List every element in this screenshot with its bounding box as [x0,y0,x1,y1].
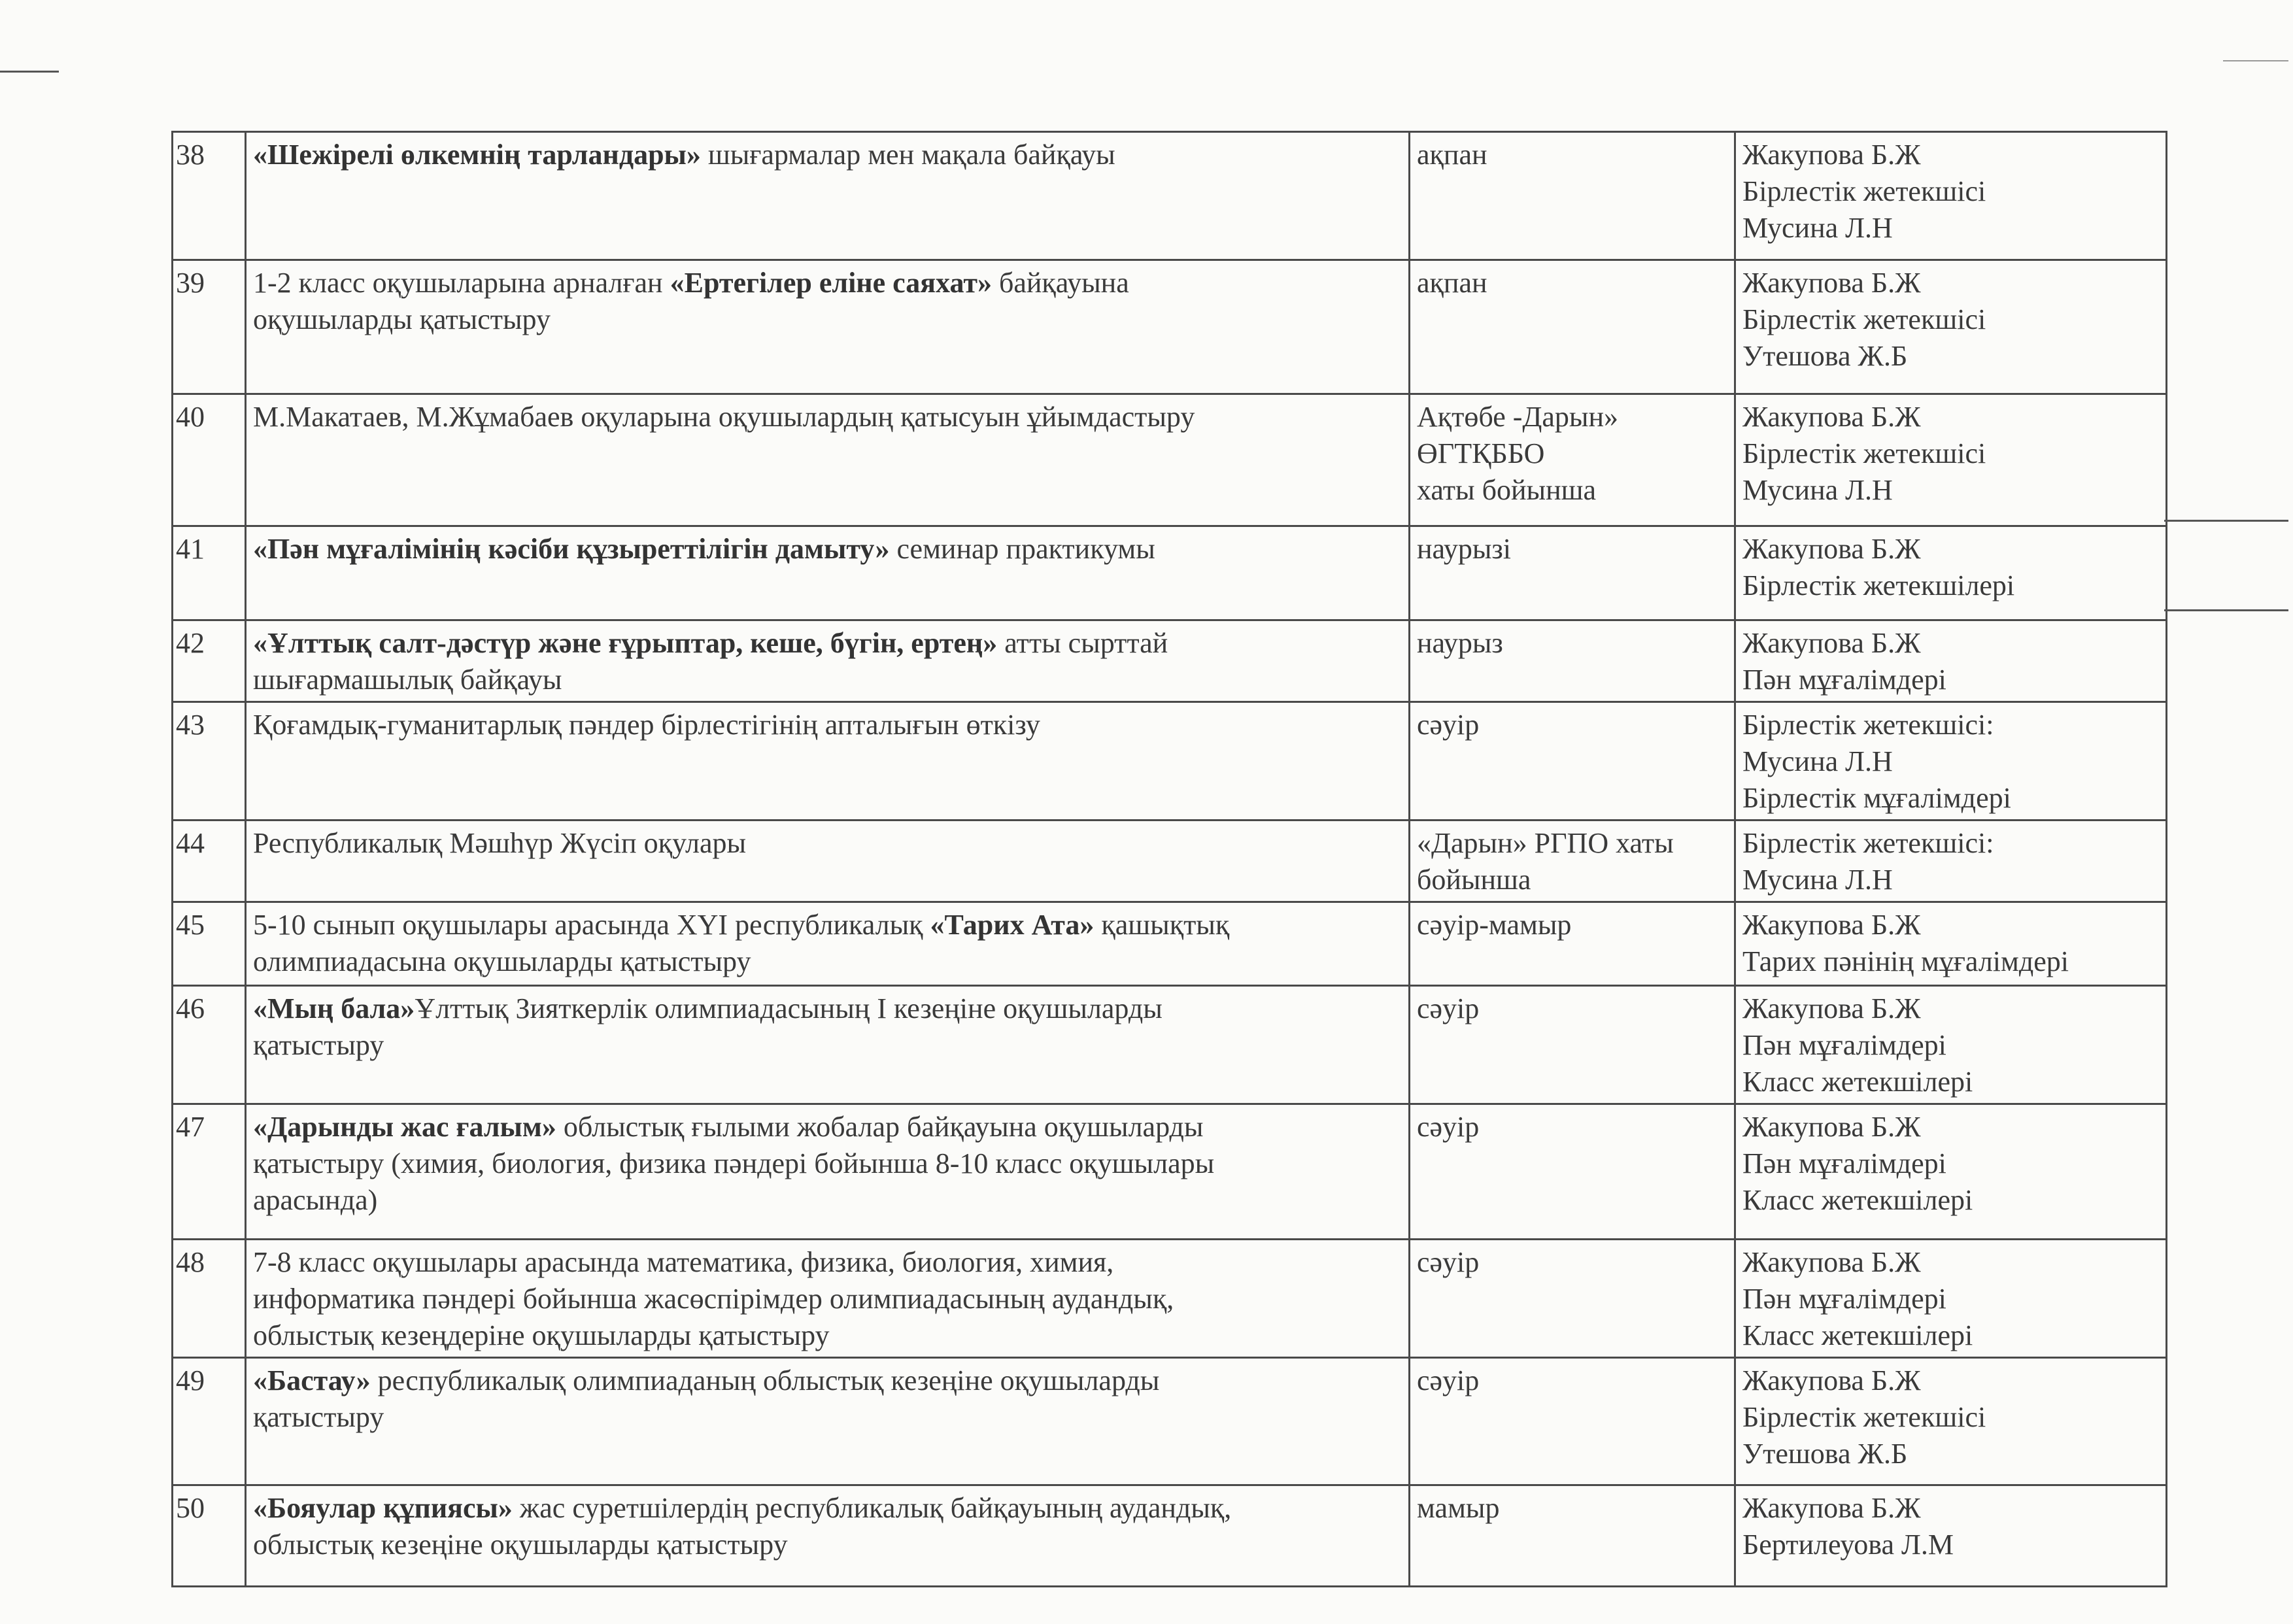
table-row [173,260,2167,394]
deadline-cell [1410,526,1735,620]
event-text-rest: қатыстыру [253,1401,384,1433]
table-row [173,902,2167,986]
event-cell [246,526,1410,620]
plan-table [171,131,2167,1587]
plan-table-body [173,132,2167,1587]
row-number: 38 [176,139,205,171]
event-cell [246,1104,1410,1240]
event-line [253,707,1402,743]
responsible-line: Жакупова Б.Ж [1742,909,1921,941]
responsible-line: Пән мұғалімдері [1742,1283,1946,1315]
deadline-line: ақпан [1417,267,1487,299]
event-text-bold: «Бастау» [253,1364,371,1396]
row-number-cell [173,1485,246,1587]
row-number: 43 [176,709,205,741]
responsible-line: Класс жетекшілері [1742,1066,1973,1098]
event-cell [246,260,1410,394]
responsible-line: Жакупова Б.Ж [1742,1246,1921,1278]
deadline-line: ӨГТҚББО [1417,437,1545,469]
event-text-rest: облыстық ғылыми жобалар байқауына оқушыларды [556,1111,1204,1143]
row-number: 40 [176,401,205,433]
event-text-rest: арасында) [253,1184,378,1216]
row-number: 42 [176,627,205,659]
deadline-line: сәуір [1417,709,1480,741]
row-number-cell [173,1358,246,1485]
responsible-line: Класс жетекшілері [1742,1184,1973,1216]
scan-mark [0,71,59,73]
deadline-line: ақпан [1417,139,1487,171]
responsible-cell [1735,394,2167,526]
responsible-line: Жакупова Б.Ж [1742,1492,1921,1524]
scan-mark [2164,609,2288,611]
event-line [253,399,1402,435]
row-number-cell [173,702,246,820]
responsible-cell [1735,902,2167,986]
responsible-cell [1735,820,2167,902]
row-number: 39 [176,267,205,299]
event-text-rest: Қоғамдық-гуманитарлық пәндер бірлестігінің апталығын өткізу [253,709,1040,741]
event-line [253,1027,1402,1064]
deadline-line: сәуір [1417,1111,1480,1143]
event-cell [246,1240,1410,1358]
event-text-pre: 1-2 класс оқушыларына арналған [253,267,670,299]
event-cell [246,620,1410,702]
event-text-rest: облыстық кезеңіне оқушыларды қатыстыру [253,1529,788,1561]
deadline-line: сәуір [1417,1246,1480,1278]
event-line [253,137,1402,173]
responsible-line: Пән мұғалімдері [1742,1029,1946,1061]
event-line [253,1317,1402,1354]
event-line [253,662,1402,698]
deadline-cell [1410,902,1735,986]
responsible-cell [1735,1485,2167,1587]
deadline-line: «Дарын» РГПО хаты [1417,827,1674,859]
deadline-line: сәуір-мамыр [1417,909,1572,941]
responsible-line: Пән мұғалімдері [1742,664,1946,696]
event-line [253,943,1402,980]
responsible-line: Мусина Л.Н [1742,474,1893,506]
scan-mark [2223,60,2288,61]
deadline-cell [1410,394,1735,526]
deadline-cell [1410,132,1735,260]
row-number: 46 [176,992,205,1024]
responsible-line: Бірлестік жетекшілері [1742,569,2015,601]
responsible-line: Бірлестік жетекшісі [1742,1401,1986,1433]
responsible-line: Бірлестік жетекшісі [1742,437,1986,469]
event-text-rest: қашықтық [1094,909,1230,941]
table-row [173,620,2167,702]
event-text-rest: қатыстыру [253,1029,384,1061]
event-line [253,531,1402,567]
event-line [253,1145,1402,1182]
responsible-line: Жакупова Б.Ж [1742,1364,1921,1396]
responsible-line: Утешова Ж.Б [1742,340,1908,372]
responsible-line: Бірлестік жетекшісі: [1742,827,1994,859]
event-text-bold: «Шежірелі өлкемнің тарландары» [253,139,701,171]
row-number: 50 [176,1492,205,1524]
table-row [173,526,2167,620]
responsible-cell [1735,1358,2167,1485]
responsible-line: Бірлестік жетекшісі [1742,303,1986,335]
deadline-cell [1410,1358,1735,1485]
event-text-rest: оқушыларды қатыстыру [253,303,551,335]
event-line [253,907,1402,943]
deadline-line: Ақтөбе -Дарын» [1417,401,1619,433]
event-cell [246,986,1410,1104]
scan-mark [2164,520,2288,522]
event-text-rest: Республикалық Мәшһүр Жүсіп оқулары [253,827,747,859]
event-line [253,1182,1402,1219]
event-text-rest: семинар практикумы [889,533,1155,565]
event-line [253,1527,1402,1563]
table-row [173,132,2167,260]
event-cell [246,702,1410,820]
deadline-cell [1410,820,1735,902]
responsible-line: Жакупова Б.Ж [1742,139,1921,171]
row-number-cell [173,260,246,394]
table-row [173,1240,2167,1358]
event-text-rest: Ұлттық Зияткерлік олимпиадасының І кезеңіне оқушыларды [415,992,1163,1024]
deadline-line: наурыз [1417,627,1503,659]
responsible-line: Жакупова Б.Ж [1742,401,1921,433]
row-number-cell [173,986,246,1104]
table-row [173,1485,2167,1587]
event-line [253,1109,1402,1145]
row-number-cell [173,394,246,526]
table-row [173,820,2167,902]
event-text-bold: «Мың бала» [253,992,415,1024]
responsible-line: Мусина Л.Н [1742,212,1893,244]
deadline-line: мамыр [1417,1492,1500,1524]
event-cell [246,1358,1410,1485]
event-line [253,301,1402,338]
deadline-line: сәуір [1417,992,1480,1024]
responsible-line: Утешова Ж.Б [1742,1438,1908,1470]
row-number-cell [173,132,246,260]
event-cell [246,902,1410,986]
event-text-rest: байқауына [991,267,1129,299]
event-text-rest: олимпиадасына оқушыларды қатыстыру [253,945,751,977]
deadline-cell [1410,1240,1735,1358]
event-line [253,990,1402,1027]
event-line [253,625,1402,662]
deadline-line: хаты бойынша [1417,474,1597,506]
event-text-rest: 7-8 класс оқушылары арасында математика, физика, биология, химия, [253,1246,1114,1278]
row-number: 48 [176,1246,205,1278]
deadline-line: наурызі [1417,533,1512,565]
event-line [253,1281,1402,1317]
event-text-rest: шығармалар мен мақала байқауы [700,139,1115,171]
responsible-line: Бірлестік жетекшісі: [1742,709,1994,741]
row-number: 45 [176,909,205,941]
event-text-rest: информатика пәндері бойынша жасөспірімдер олимпиадасының аудандық, [253,1283,1174,1315]
responsible-line: Бірлестік жетекшісі [1742,175,1986,207]
event-line [253,1362,1402,1399]
responsible-line: Мусина Л.Н [1742,864,1893,896]
event-line [253,265,1402,301]
event-text-rest: республикалық олимпиаданың облыстық кезеңіне оқушыларды [370,1364,1160,1396]
row-number-cell [173,526,246,620]
row-number: 44 [176,827,205,859]
responsible-line: Бірлестік мұғалімдері [1742,782,2011,814]
event-text-bold: «Дарынды жас ғалым» [253,1111,556,1143]
event-text-rest: М.Макатаев, М.Жұмабаев оқуларына оқушылардың қатысуын ұйымдастыру [253,401,1195,433]
responsible-line: Класс жетекшілері [1742,1319,1973,1351]
table-row [173,1104,2167,1240]
row-number: 49 [176,1364,205,1396]
responsible-line: Мусина Л.Н [1742,745,1893,777]
responsible-cell [1735,260,2167,394]
event-cell [246,132,1410,260]
event-cell [246,1485,1410,1587]
row-number: 47 [176,1111,205,1143]
responsible-line: Жакупова Б.Ж [1742,992,1921,1024]
responsible-line: Жакупова Б.Ж [1742,267,1921,299]
responsible-cell [1735,1240,2167,1358]
event-text-pre: 5-10 сынып оқушылары арасында XYI республикалық [253,909,930,941]
event-text-bold: «Пән мұғалімінің кәсіби құзыреттілігін дамыту» [253,533,890,565]
row-number-cell [173,820,246,902]
responsible-cell [1735,1104,2167,1240]
responsible-cell [1735,986,2167,1104]
event-text-bold: «Тарих Ата» [930,909,1095,941]
responsible-cell [1735,132,2167,260]
event-line [253,1244,1402,1281]
row-number-cell [173,620,246,702]
event-text-rest: жас суретшілердің республикалық байқауының аудандық, [512,1492,1232,1524]
event-line [253,1399,1402,1436]
deadline-cell [1410,620,1735,702]
deadline-line: бойынша [1417,864,1531,896]
responsible-line: Пән мұғалімдері [1742,1147,1946,1179]
deadline-cell [1410,1485,1735,1587]
table-row [173,702,2167,820]
responsible-line: Тарих пәнінің мұғалімдері [1742,945,2069,977]
responsible-cell [1735,702,2167,820]
deadline-line: сәуір [1417,1364,1480,1396]
event-text-rest: атты сырттай [997,627,1168,659]
responsible-line: Жакупова Б.Ж [1742,1111,1921,1143]
event-text-rest: облыстық кезеңдеріне оқушыларды қатыстыру [253,1319,830,1351]
event-cell [246,820,1410,902]
row-number-cell [173,902,246,986]
table-row [173,394,2167,526]
table-row [173,986,2167,1104]
event-text-bold: «Ертегілер еліне саяхат» [670,267,992,299]
responsible-line: Бертилеуова Л.М [1742,1529,1954,1561]
row-number: 41 [176,533,205,565]
event-cell [246,394,1410,526]
responsible-line: Жакупова Б.Ж [1742,533,1921,565]
row-number-cell [173,1240,246,1358]
deadline-cell [1410,702,1735,820]
event-text-bold: «Ұлттық салт-дәстүр және ғұрыптар, кеше, бүгін, ертең» [253,627,998,659]
event-line [253,1490,1402,1527]
deadline-cell [1410,1104,1735,1240]
event-text-bold: «Бояулар құпиясы» [253,1492,513,1524]
event-line [253,825,1402,862]
deadline-cell [1410,986,1735,1104]
row-number-cell [173,1104,246,1240]
responsible-cell [1735,620,2167,702]
deadline-cell [1410,260,1735,394]
event-text-rest: шығармашылық байқауы [253,664,562,696]
event-text-rest: қатыстыру (химия, биология, физика пәндері бойынша 8-10 класс оқушылары [253,1147,1215,1179]
responsible-cell [1735,526,2167,620]
responsible-line: Жакупова Б.Ж [1742,627,1921,659]
table-row [173,1358,2167,1485]
